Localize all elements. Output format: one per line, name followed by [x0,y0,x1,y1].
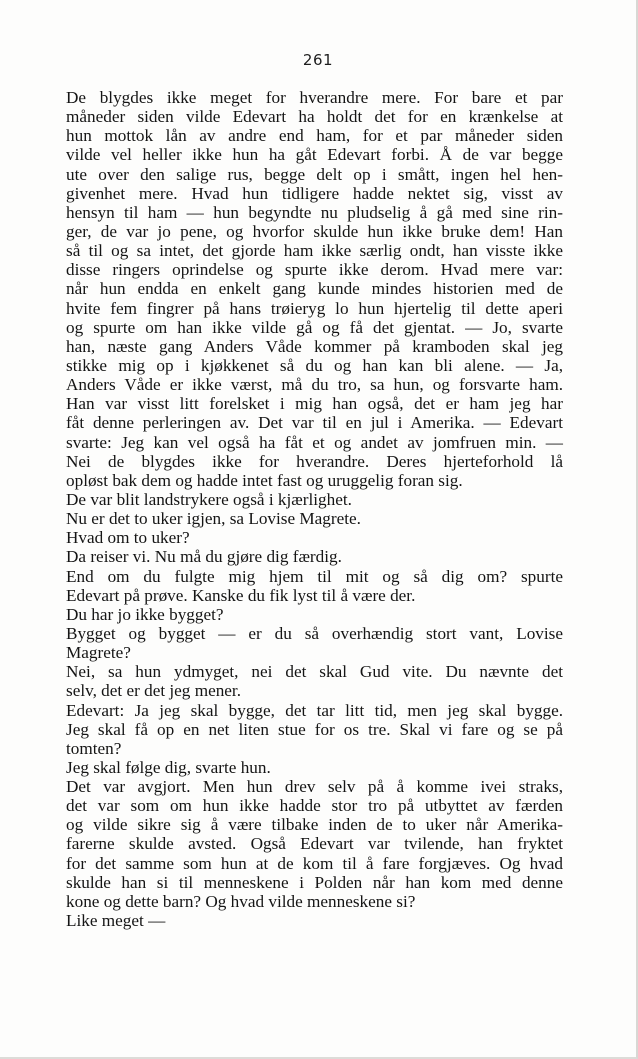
text-line: selv, det er det jeg mener. [66,681,241,701]
text-line: vilde vel heller ikke hun ha gåt Edevart forbi. Å de var begge [66,145,563,165]
text-line: Like meget — [66,911,166,931]
text-line: ute over den salige rus, begge delt op i smått, ingen hel hen- [66,164,563,184]
text-line: Nei, sa hun ydmyget, nei det skal Gud vite. Du nævnte det [66,662,563,682]
text-line: når hun endda en enkelt gang kunde mindes historien med de [66,279,563,299]
text-line: Jeg skal følge dig, svarte hun. [66,757,271,777]
text-line: måneder siden vilde Edevart ha holdt det for en krænkelse at [66,107,563,127]
text-line: disse ringers oprindelse og spurte ikke derom. Hvad mere var: [66,260,563,280]
text-line: Edevart på prøve. Kanske du fik lyst til å være der. [66,585,416,605]
text-line: Magrete? [66,643,131,663]
text-line: farerne skulde avsted. Også Edevart var tvilende, han fryktet [66,834,563,854]
text-line: Edevart: Ja jeg skal bygge, det tar litt tid, men jeg skal bygge. [66,700,563,720]
text-line: Nei de blygdes ikke for hverandre. Deres hjerteforhold lå [66,451,563,471]
text-line: ger, de var jo pene, og hvorfor skulde hun ikke bruke dem! Han [66,221,563,241]
text-line: det var som om hun ikke hadde stor tro på utbyttet av færden [66,796,563,816]
text-line: skulde han si til menneskene i Polden når han kom med denne [66,872,563,892]
text-line: og vilde sikre sig å være tilbake inden de to uker når Amerika- [66,815,563,835]
text-line: Hvad om to uker? [66,528,190,548]
text-line: Bygget og bygget — er du så overhændig stort vant, Lovise [66,623,563,643]
text-line: De blygdes ikke meget for hverandre mere. For bare et par [66,88,563,107]
text-line: End om du fulgte mig hjem til mit og så dig om? spurte [66,566,563,586]
text-line: og spurte om han ikke vilde gå og få det gjentat. — Jo, svarte [66,317,563,337]
text-line: Nu er det to uker igjen, sa Lovise Magrete. [66,509,361,529]
page-number: 261 [302,51,334,69]
text-line: givenhet mere. Hvad hun tidligere hadde nektet sig, visst av [66,183,563,203]
text-line: Jeg skal få op en net liten stue for os tre. Skal vi fare og se på [66,719,563,739]
text-line: Anders Våde er ikke værst, må du tro, sa hun, og forsvarte ham. [66,375,563,395]
text-line: svarte: Jeg kan vel også ha fåt et og andet av jomfruen min. — [66,432,563,452]
text-line: Da reiser vi. Nu må du gjøre dig færdig. [66,547,342,567]
text-line: hvite fem fingrer på hans trøieryg lo hun hjertelig til dette aperi [66,298,563,318]
text-line: tomten? [66,738,122,758]
text-line: så til og sa intet, det gjorde ham ikke særlig ondt, han visste ikke [66,241,563,261]
text-line: Du har jo ikke bygget? [66,604,224,624]
text-line: stikke mig op i kjøkkenet så du og han kan bli alene. — Ja, [66,355,563,375]
text-line: han, næste gang Anders Våde kommer på kramboden skal jeg [66,336,563,356]
text-line: kone og dette barn? Og hvad vilde menneskene si? [66,891,416,911]
text-line: hun mottok lån av andre end ham, for et par måneder siden [66,126,563,146]
body-text [66,88,563,930]
text-line: opløst bak dem og hadde intet fast og uruggelig foran sig. [66,470,463,490]
text-line: Han var visst litt forelsket i mig han også, det er ham jeg har [66,394,563,414]
text-line: Det var avgjort. Men hun drev selv på å komme ivei straks, [66,777,563,797]
text-line: De var blit landstrykere også i kjærlighet. [66,489,352,509]
text-line: fåt denne perleringen av. Det var til en jul i Amerika. — Edevart [66,413,563,433]
text-line: for det samme som hun at de kom til å fare forgjæves. Og hvad [66,853,563,873]
text-line: hensyn til ham — hun begyndte nu pludselig å gå med sine rin- [66,202,563,222]
